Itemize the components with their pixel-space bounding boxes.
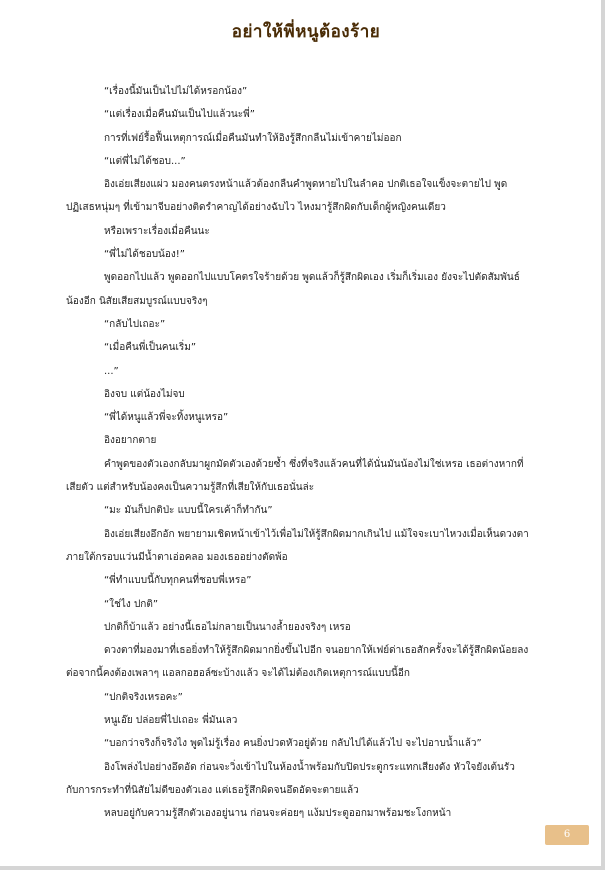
text-line: น้องอีก นิสัยเสียสมบูรณ์แบบจริงๆ [66,295,208,307]
text-line: อิงอยากตาย [104,435,157,447]
text-line: “ปกติจริงเหรอคะ” [104,691,183,703]
text-line: อิงจบ แต่น้องไม่จบ [104,388,185,400]
text-line: “แต่พี่ไม่ได้ชอบ...” [104,155,186,167]
text-line: คำพูดของตัวเองกลับมาผูกมัดตัวเองด้วยซ้ำ ซึ่งที่จริงแล้วคนที่ได้นั่นมันน้องไม่ใช่เหรอ เธอต่างหากที่ [104,458,524,470]
text-line: อิงเอ่ยเสียงแผ่ว มองคนตรงหน้าแล้วต้องกลืนคำพูดหายไปในลำคอ ปกติเธอใจแข็งจะตายไป พูด [104,179,508,191]
text-line: ภายใต้กรอบแว่นมีน้ำตาเอ่อคลอ มองเธออย่างตัดพ้อ [66,551,288,563]
text-line: หลบอยู่กับความรู้สึกตัวเองอยู่นาน ก่อนจะค่อยๆ แง้มประตูออกมาพร้อมชะโงกหน้า [104,808,452,820]
body-text [66,80,544,826]
text-line: “เมื่อคืนพี่เป็นคนเริ่ม” [104,342,197,354]
text-line: “กลับไปเถอะ” [104,318,166,330]
text-line: ปฏิเสธหนุ่มๆ ที่เข้ามาจีบอย่างติดรำคาญได้อย่างฉับไว ไหงมารู้สึกผิดกับเด็กผู้หญิงคนเดียว [66,202,446,214]
text-line: หรือเพราะเรื่องเมื่อคืนนะ [104,225,210,237]
text-line: ปกติก็บ้าแล้ว อย่างนี้เธอไม่กลายเป็นนางล้ำยองจริงๆ เหรอ [104,621,351,633]
text-line: “แต่เรื่องเมื่อคืนมันเป็นไปแล้วนะพี่” [104,109,255,121]
text-line: การที่เฟย์รื้อฟื้นเหตุการณ์เมื่อคืนมันทำให้อิงรู้สึกกลืนไม่เข้าคายไม่ออก [104,132,402,144]
text-line: อิงโพล่งไปอย่างอึดอัด ก่อนจะวิ่งเข้าไปในห้องน้ำพร้อมกับปิดประตูกระแทกเสียงดัง หัวใจยังเต้นรัว [104,761,515,773]
text-line: “เรื่องนี้มันเป็นไปไม่ได้หรอกน้อง” [104,86,248,97]
text-line: “มะ มันก็ปกติป่ะ แบบนี้ใครเค้าก็ทำกัน” [104,505,273,517]
page-number: 6 [545,825,589,845]
text-line: ดวงตาที่มองมาที่เธอยิ่งทำให้รู้สึกผิดมากยิ่งขึ้นไปอีก จนอยากให้เฟย์ด่าเธอสักครั้งจะได้รู้สึกผิดน้อยลง [104,645,529,657]
text-line: ต่อจากนี้คงต้องเพลาๆ แอลกอฮอล์ซะบ้างแล้ว จะได้ไม่ต้องเกิดเหตุการณ์แบบนี้อีก [66,668,410,680]
text-line: เสียตัว แต่สำหรับน้องคงเป็นความรู้สึกที่เสียให้กับเธอนั่นล่ะ [66,482,315,494]
text-line: “บอกว่าจริงก็จริงไง พูดไม่รู้เรื่อง คนยิ่งปวดหัวอยู่ด้วย กลับไปได้แล้วไป จะไปอาบน้ำแล้ว” [104,738,482,750]
text-line: หนูเอ๊ย ปล่อยพี่ไปเถอะ พี่มันเลว [104,715,238,727]
text-line: “พี่ได้หนูแล้วพี่จะทิ้งหนูเหรอ” [104,412,229,424]
text-line: อิงเอ่ยเสียงอึกอัก พยายามเชิดหน้าเข้าไว้เพื่อไม่ให้รู้สึกผิดมากเกินไป แม้ใจจะเบาไหวงเมื่อเห็นดวงตา [104,528,529,540]
text-line: พูดออกไปแล้ว พูดออกไปแบบโคตรใจร้ายด้วย พูดแล้วก็รู้สึกผิดเอง เริ่มก็เริ่มเอง ยังจะไปตัดสัมพันธ์ [104,272,520,284]
text-line: ...” [104,365,119,377]
text-line: “พี่ไม่ได้ชอบน้อง!” [104,249,185,261]
text-line: “ใช่ไง ปกติ” [104,598,159,610]
text-line: “พี่ทำแบบนี้กับทุกคนที่ชอบพี่เหรอ” [104,575,252,587]
chapter-title: อย่าให้พี่หนูต้องร้าย [231,22,381,42]
text-line: กับการกระทำที่นิสัยไม่ดีของตัวเอง แต่เธอรู้สึกผิดจนอึดอัดจะตายแล้ว [66,784,359,796]
